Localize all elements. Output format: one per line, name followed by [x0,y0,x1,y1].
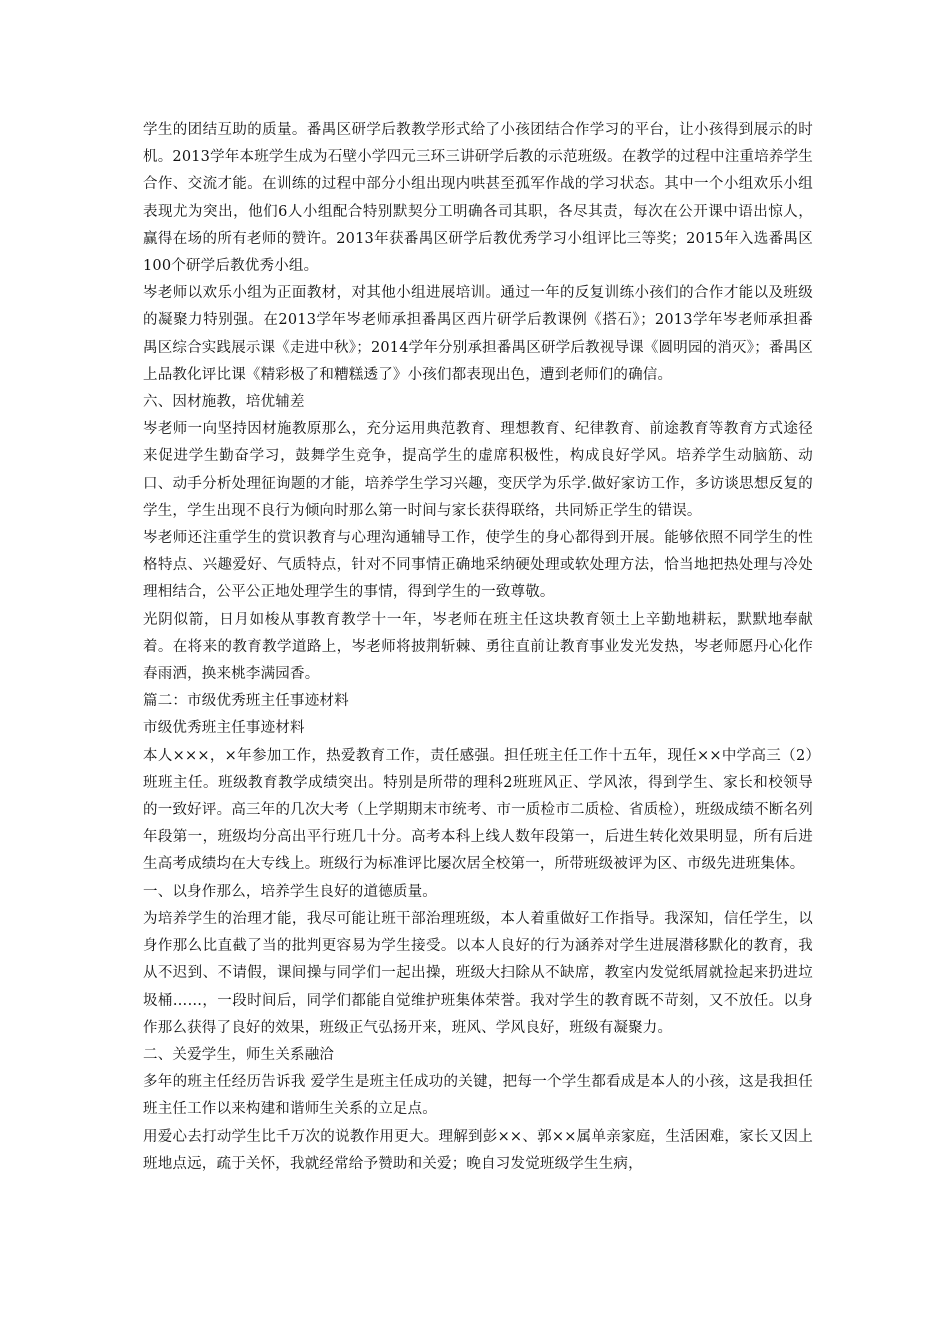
section-heading-one: 一、以身作那么，培养学生良好的道德质量。 [143,883,437,900]
paragraph-appreciation-education: 岑老师还注重学生的赏识教育与心理沟通辅导工作，使学生的身心都得到开展。能够依照不同学生的性格特点、兴趣爱好、气质特点，针对不同事情正确地采纳硬处理或软处理方法，恰当地把热处理与冷处理相结合，公平公正地处理学生的事情，得到学生的一致尊敬。 [143,530,813,601]
paragraph-lead-by-example: 为培养学生的治理才能，我尽可能让班干部治理班级，本人着重做好工作指导。我深知，信任学生，以身作那么比直截了当的批判更容易为学生接受。以本人良好的行为涵养对学生进展潜移默化的教育，我从不迟到、不请假，课间操与同学们一起出操，班级大扫除从不缺席，教室内发觉纸屑就捡起来扔进垃圾桶……，一段时间后，同学们都能自觉维护班集体荣誉。我对学生的教育既不苛刻，又不放任。以身作那么获得了良好的效果，班级正气弘扬开来，班风、学风良好，班级有凝聚力。 [143,910,813,1036]
paragraph-care-single-parent: 用爱心去打动学生比千万次的说教作用更大。理解到彭××、郭××属单亲家庭，生活困难，家长又因上班地点远，疏于关怀，我就经常给予赞助和关爱；晚自习发觉班级学生生病， [143,1128,813,1172]
document-page [143,117,813,1178]
paragraph-love-students: 多年的班主任经历告诉我 爱学生是班主任成功的关键，把每一个学生都看成是本人的小孩，这是我担任班主任工作以来构建和谐师生关系的立足点。 [143,1074,813,1118]
paragraph-teaching-methods: 岑老师一向坚持因材施教原那么，充分运用典范教育、理想教育、纪律教育、前途教育等教育方式途径来促进学生勤奋学习，鼓舞学生竞争，提高学生的虚席积极性，构成良好学风。培养学生动脑筋、动口、动手分析处理征询题的才能，培养学生学习兴趣，变厌学为乐学.做好家访工作，多访谈思想反复的学生，学生出现不良行为倾向时那么第一时间与家长获得联络，共同矫正学生的错误。 [143,421,813,519]
article-two-title: 篇二：市级优秀班主任事迹材料 [143,693,349,710]
section-heading-six: 六、因材施教，培优辅差 [143,394,305,411]
section-heading-two: 二、关爱学生，师生关系融洽 [143,1046,335,1063]
paragraph-intro-continuation: 学生的团结互助的质量。番禺区研学后教教学形式给了小孩团结合作学习的平台，让小孩得到展示的时机。2013学年本班学生成为石壁小学四元三环三讲研学后教的示范班级。在教学的过程中注重培养学生合作、交流才能。在训练的过程中部分小组出现内哄甚至孤军作战的学习状态。其中一个小组欢乐小组表现尤为突出，他们6人小组配合特别默契分工明确各司其职，各尽其责，每次在公开课中语出惊人，赢得在场的所有老师的赞许。2013年获番禺区研学后教优秀学习小组评比三等奖；2015年入选番禺区100个研学后教优秀小组。 [143,122,813,275]
paragraph-self-introduction: 本人×××，×年参加工作，热爱教育工作，责任感强。担任班主任工作十五年，现任××中学高三（2）班班主任。班级教育教学成绩突出。特别是所带的理科2班班风正、学风浓，得到学生、家长和校领导的一致好评。高三年的几次大考（上学期期末市统考、市一质检市二质检、省质检），班级成绩不断名列年段第一，班级均分高出平行班几十分。高考本科上线人数年段第一，后进生转化效果明显，所有后进生高考成绩均在大专线上。班级行为标准评比屡次居全校第一，所带班级被评为区、市级先进班集体。 [143,747,813,873]
article-two-subtitle: 市级优秀班主任事迹材料 [143,720,305,737]
paragraph-happy-group-training: 岑老师以欢乐小组为正面教材，对其他小组进展培训。通过一年的反复训练小孩们的合作才能以及班级的凝聚力特别强。在2013学年岑老师承担番禺区西片研学后教课例《搭石》；2013学年岑老师承担番禺区综合实践展示课《走进中秋》；2014学年分别承担番禺区研学后教视导课《圆明园的消灭》；番禺区上品教化评比课《精彩极了和糟糕透了》小孩们都表现出色，遭到老师们的确信。 [143,285,813,383]
paragraph-eleven-years: 光阴似箭，日月如梭从事教育教学十一年，岑老师在班主任这块教育领土上辛勤地耕耘，默默地奉献着。在将来的教育教学道路上，岑老师将披荆斩棘、勇往直前让教育事业发光发热，岑老师愿丹心化作春雨洒，换来桃李满园香。 [143,611,813,683]
